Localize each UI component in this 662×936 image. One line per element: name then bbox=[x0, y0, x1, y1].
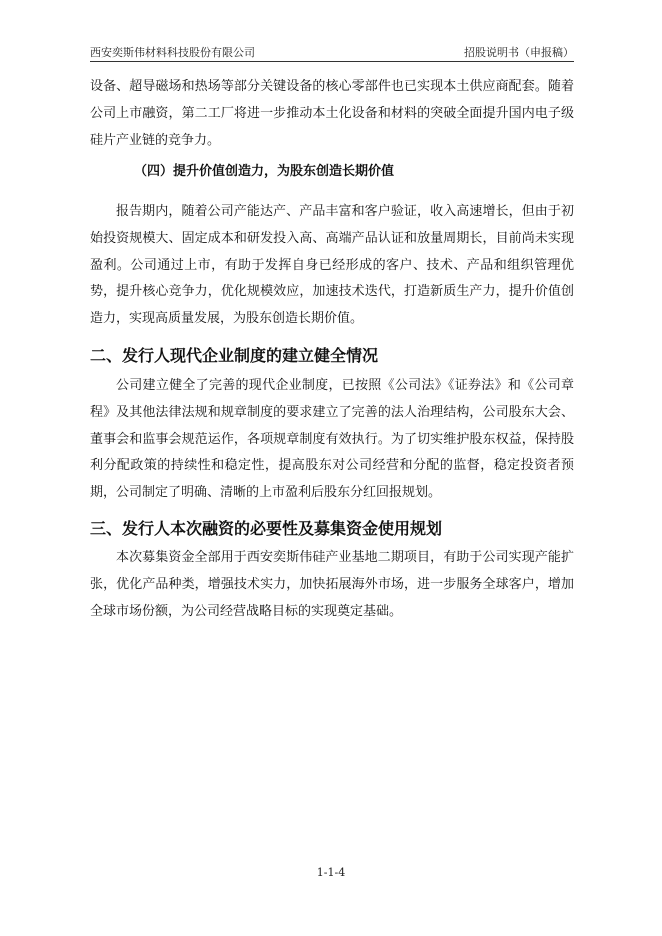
page-number: 1-1-4 bbox=[316, 866, 346, 879]
header-document-type: 招股说明书（申报稿） bbox=[464, 46, 574, 59]
subsection-4-paragraph: 报告期内，随着公司产能达产、产品丰富和客户验证，收入高速增长，但由于初始投资规模大、固定成本和研发投入高、高端产品认证和放量周期长，目前尚未实现盈利。公司通过上市，有助于发挥自身已经形成的客户、技术、产品和组织管理优势，提升核心竞争力，优化规模效应，加速技术迭代，打造新质生产力，提升价值创造力，实现高质量发展，为股东创造长期价值。 bbox=[90, 204, 574, 327]
header-company-name: 西安奕斯伟材料科技股份有限公司 bbox=[90, 46, 255, 59]
section-3-paragraph: 本次募集资金全部用于西安奕斯伟硅产业基地二期项目，有助于公司实现产能扩张，优化产品种类，增强技术实力，加快拓展海外市场，进一步服务全球客户，增加全球市场份额，为公司经营战略目标的实现奠定基础。 bbox=[90, 550, 574, 619]
subsection-heading-4: （四）提升价值创造力，为股东创造长期价值 bbox=[134, 164, 395, 179]
section-heading-2: 二、发行人现代企业制度的建立健全情况 bbox=[90, 346, 379, 365]
section-heading-3: 三、发行人本次融资的必要性及募集资金使用规划 bbox=[90, 519, 443, 538]
section-2-paragraph: 公司建立健全了完善的现代企业制度，已按照《公司法》《证券法》和《公司章程》及其他法律法规和规章制度的要求建立了完善的法人治理结构，公司股东大会、董事会和监事会规范运作，各项规章制度有效执行。为了切实维护股东权益，保持股利分配政策的持续性和稳定性，提高股东对公司经营和分配的监督，稳定投资者预期，公司制定了明确、清晰的上市盈利后股东分红回报规划。 bbox=[90, 378, 574, 501]
page-header bbox=[90, 44, 574, 62]
intro-paragraph: 设备、超导磁场和热场等部分关键设备的核心零部件也已实现本土供应商配套。随着公司上市融资，第二工厂将进一步推动本土化设备和材料的突破全面提升国内电子级硅片产业链的竞争力。 bbox=[90, 79, 574, 148]
